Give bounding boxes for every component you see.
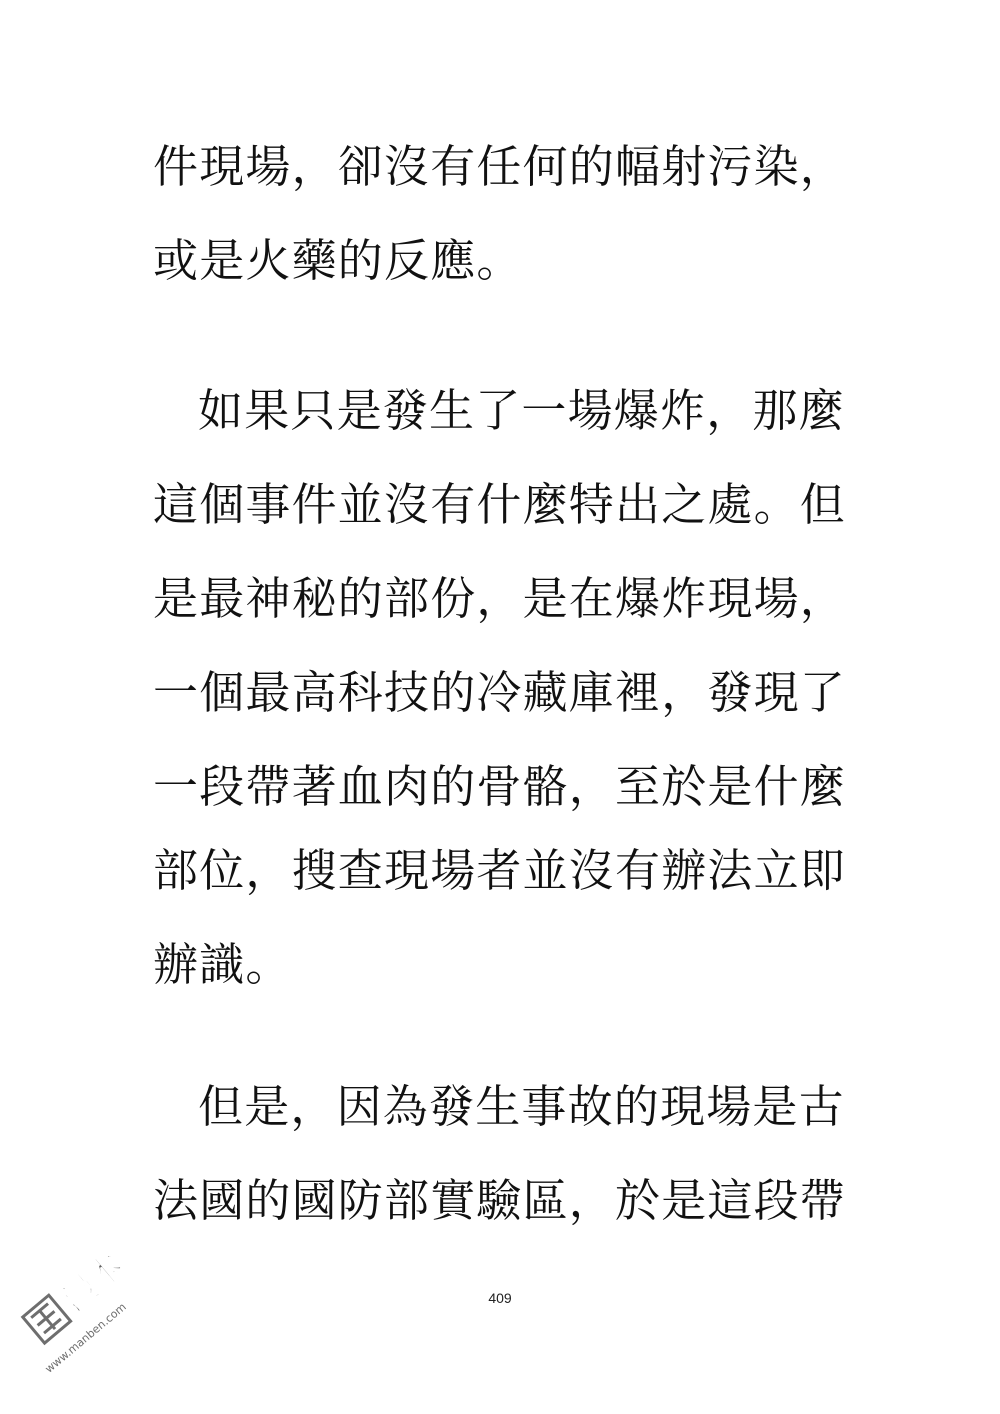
watermark-url: www.manben.com (42, 1300, 129, 1376)
watermark-logo-icon (12, 1238, 152, 1388)
paragraph-first-line (153, 1072, 853, 1142)
body-text-line: 如果只是發生了一場爆炸，那麼 (198, 384, 845, 437)
page-number: 409 (488, 1290, 512, 1306)
body-text-line: 一個最高科技的冷藏庫裡，發現了 (153, 666, 847, 719)
body-text-line: 一段帶著血肉的骨骼，至於是什麼 (153, 760, 847, 813)
body-text-line: 但是，因為發生事故的現場是古 (198, 1080, 845, 1133)
body-text-line: 或是火藥的反應。 (153, 234, 523, 287)
manben-watermark-logo (12, 1238, 152, 1388)
body-text-line: 件現場，卻沒有任何的幅射污染， (153, 140, 847, 193)
watermark-logo-text: 漫本 (54, 1245, 133, 1320)
body-text-line: 是最神秘的部份，是在爆炸現場， (153, 572, 847, 625)
body-text-line: 法國的國防部實驗區，於是這段帶 (153, 1174, 847, 1227)
paragraph-first-line (153, 376, 853, 446)
body-text-line: 這個事件並沒有什麼特出之處。但 (153, 478, 847, 531)
body-text-line: 辦識。 (153, 938, 292, 991)
body-text-line: 部位，搜查現場者並沒有辦法立即 (153, 844, 847, 897)
